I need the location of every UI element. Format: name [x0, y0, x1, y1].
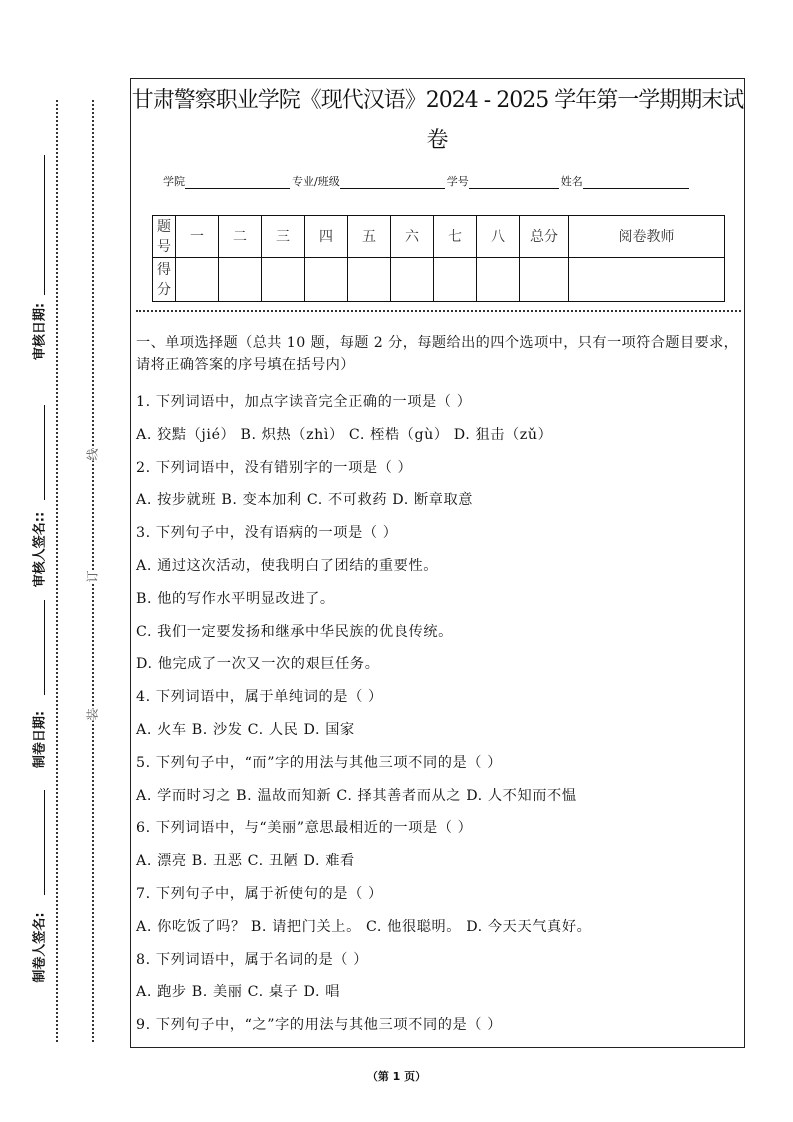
column-header: 三 [262, 216, 305, 258]
paper-maker-signature-label: 制卷人签名: [32, 912, 48, 983]
student-id-label: 学号 [446, 175, 469, 188]
question-line: 2. 下列词语中，没有错别字的一项是（ ） [136, 459, 413, 476]
page-number: （第 1 页） [366, 1070, 427, 1083]
section-heading: 一、单项选择题（总共 10 题，每题 2 分，每题给出的四个选项中，只有一项符合题目要求，请将正确答案的序号填在括号内） [136, 335, 739, 373]
question-line: 9. 下列句子中，“之”字的用法与其他三项不同的是（ ） [136, 1017, 502, 1034]
option-line: A. 火车 B. 沙发 C. 人民 D. 国家 [136, 721, 355, 738]
score-cell[interactable] [305, 258, 348, 302]
option-line: A. 跑步 B. 美丽 C. 桌子 D. 唱 [136, 984, 341, 1001]
row-label-score: 得分 [153, 258, 176, 302]
question-line: 3. 下列句子中，没有语病的一项是（ ） [136, 525, 398, 542]
option-line: A. 按步就班 B. 变本加利 C. 不可救药 D. 断章取意 [136, 492, 474, 509]
row-label-question-number: 题号 [153, 216, 176, 258]
exam-title-continued: 卷 [426, 128, 449, 153]
college-label: 学院 [163, 175, 185, 188]
student-id-field[interactable] [469, 176, 559, 189]
option-line: A. 漂亮 B. 丑恶 C. 丑陋 D. 难看 [136, 853, 355, 870]
column-header: 六 [391, 216, 434, 258]
score-cell[interactable] [348, 258, 391, 302]
column-header: 八 [477, 216, 520, 258]
binding-mark-bind: 装 [85, 708, 100, 721]
score-cell[interactable] [391, 258, 434, 302]
score-cell[interactable] [176, 258, 219, 302]
column-header-grader: 阅卷教师 [569, 216, 725, 258]
exam-title: 甘肃警察职业学院《现代汉语》2024 - 2025 学年第一学期期末试 [131, 88, 744, 113]
score-cell[interactable] [477, 258, 520, 302]
reviewer-signature-label: 审核人签名:: [32, 511, 48, 588]
signature-line [44, 600, 45, 695]
question-line: 4. 下列词语中，属于单纯词的是（ ） [136, 689, 383, 706]
score-cell[interactable] [569, 258, 725, 302]
question-line: 5. 下列句子中，“而”字的用法与其他三项不同的是（ ） [136, 754, 502, 771]
score-cell[interactable] [434, 258, 477, 302]
college-field[interactable] [185, 176, 290, 189]
score-cell[interactable] [262, 258, 305, 302]
major-class-label: 专业/班级 [292, 175, 340, 188]
score-cell[interactable] [219, 258, 262, 302]
name-label: 姓名 [560, 175, 583, 188]
major-class-field[interactable] [340, 176, 445, 189]
score-table [152, 215, 725, 302]
option-line: A. 通过这次活动，使我明白了团结的重要性。 [136, 557, 439, 574]
question-line: 1. 下列词语中，加点字读音完全正确的一项是（ ） [136, 394, 472, 410]
column-header: 五 [348, 216, 391, 258]
question-line: 7. 下列句子中，属于祈使句的是（ ） [136, 885, 383, 902]
student-info-fields [163, 173, 691, 189]
dotted-separator [136, 310, 741, 312]
option-line: C. 我们一定要发扬和继承中华民族的优良传统。 [136, 623, 453, 640]
option-line: A. 狡黠（jié） B. 炽热（zhì） C. 桎梏（gù） D. 狙击（zǔ） [136, 426, 553, 443]
paper-date-label: 制卷日期: [32, 710, 48, 769]
signature-line [44, 405, 45, 500]
signature-line [44, 155, 45, 295]
review-date-label: 审核日期: [32, 302, 48, 361]
dotted-cut-line-outer [56, 100, 58, 1042]
column-header: 四 [305, 216, 348, 258]
option-line: B. 他的写作水平明显改进了。 [136, 590, 335, 607]
binding-mark-line: 线 [85, 448, 100, 461]
question-section [136, 332, 741, 1042]
column-header: 七 [434, 216, 477, 258]
option-line: D. 他完成了一次又一次的艰巨任务。 [136, 656, 380, 673]
exam-title-block [130, 86, 745, 156]
option-line: A. 你吃饭了吗？ B. 请把门关上。 C. 他很聪明。 D. 今天天气真好。 [136, 918, 592, 935]
column-header-total: 总分 [520, 216, 569, 258]
score-cell[interactable] [520, 258, 569, 302]
column-header: 一 [176, 216, 219, 258]
signature-line [44, 790, 45, 895]
name-field[interactable] [583, 176, 689, 189]
question-line: 6. 下列词语中，与“美丽”意思最相近的一项是（ ） [136, 820, 473, 837]
binding-mark-staple: 订 [85, 570, 100, 583]
column-header: 二 [219, 216, 262, 258]
question-line: 8. 下列词语中，属于名词的是（ ） [136, 951, 368, 968]
option-line: A. 学而时习之 B. 温故而知新 C. 择其善者而从之 D. 人不知而不愠 [136, 787, 577, 804]
